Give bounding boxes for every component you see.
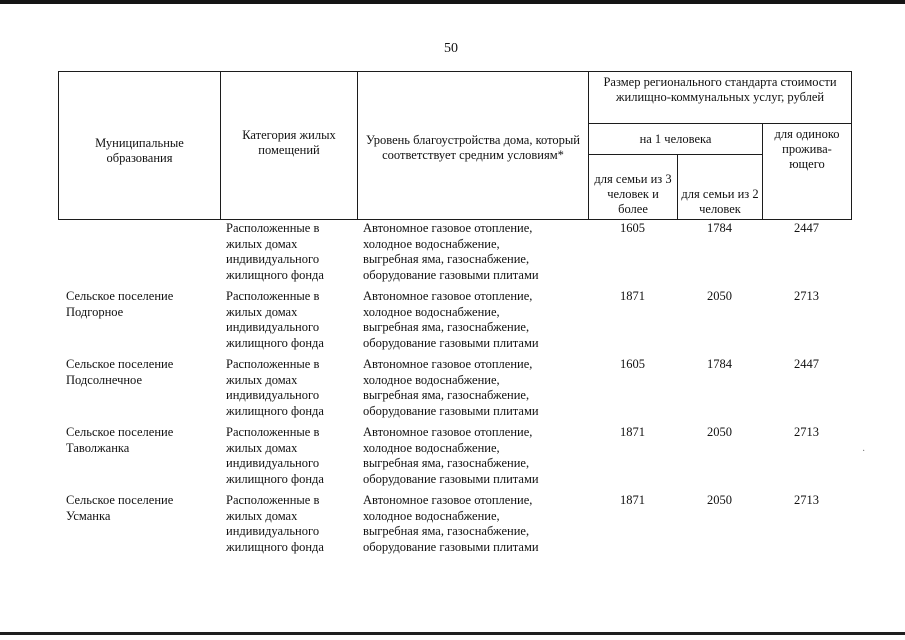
header-per-person: на 1 человека — [589, 124, 763, 155]
table-body — [58, 221, 851, 561]
cell-level: Автономное газовое отопление, холодное водоснабжение, выгребная яма, газоснабжение, оборудование газовыми плитами — [363, 221, 539, 282]
table-row — [58, 221, 851, 289]
table-header — [58, 71, 852, 220]
top-scan-border — [0, 0, 905, 4]
cell-level: Автономное газовое отопление, холодное водоснабжение, выгребная яма, газоснабжение, оборудование газовыми плитами — [363, 357, 539, 418]
header-family2: для семьи из 2 человек — [678, 155, 763, 220]
header-category: Категория жилых помещений — [221, 72, 358, 220]
cell-family2: 2050 — [707, 493, 732, 507]
cell-municipality — [58, 221, 220, 289]
bottom-scan-border — [0, 632, 905, 635]
cell-family3: 1871 — [620, 289, 645, 303]
table-row — [58, 289, 851, 357]
header-family3: для семьи из 3 человек и более — [589, 155, 678, 220]
cell-single: 2713 — [794, 493, 819, 507]
cell-category: Расположенные в жилых домах индивидуального жилищного фонда — [226, 289, 324, 350]
cell-family3: 1605 — [620, 221, 645, 235]
cell-single: 2713 — [794, 425, 819, 439]
cell-level: Автономное газовое отопление, холодное водоснабжение, выгребная яма, газоснабжение, оборудование газовыми плитами — [363, 493, 539, 554]
cell-family2: 2050 — [707, 289, 732, 303]
cell-category: Расположенные в жилых домах индивидуального жилищного фонда — [226, 425, 324, 486]
header-standard: Размер регионального стандарта стоимости жилищно-коммунальных услуг, рублей — [589, 72, 852, 124]
cell-family3: 1605 — [620, 357, 645, 371]
cell-single: 2447 — [794, 357, 819, 371]
table-row — [58, 425, 851, 493]
cell-municipality: Сельское поселение Подгорное — [66, 289, 174, 319]
scan-speck: · — [862, 446, 866, 457]
header-municipality: Муниципальные образования — [59, 72, 221, 220]
cell-family3: 1871 — [620, 425, 645, 439]
cell-level: Автономное газовое отопление, холодное водоснабжение, выгребная яма, газоснабжение, оборудование газовыми плитами — [363, 289, 539, 350]
header-level: Уровень благоустройства дома, который соответствует средним условиям* — [358, 72, 589, 220]
header-single: для одиноко прожива- ющего — [763, 124, 852, 220]
cell-category: Расположенные в жилых домах индивидуального жилищного фонда — [226, 493, 324, 554]
cell-category: Расположенные в жилых домах индивидуального жилищного фонда — [226, 357, 324, 418]
table-row — [58, 357, 851, 425]
cell-family2: 1784 — [707, 357, 732, 371]
cell-municipality: Сельское поселение Усманка — [66, 493, 174, 523]
cell-family2: 2050 — [707, 425, 732, 439]
cell-family2: 1784 — [707, 221, 732, 235]
cell-category: Расположенные в жилых домах индивидуального жилищного фонда — [226, 221, 324, 282]
cell-family3: 1871 — [620, 493, 645, 507]
page-number: 50 — [444, 41, 458, 56]
cell-municipality: Сельское поселение Таволжанка — [66, 425, 174, 455]
table-row — [58, 493, 851, 561]
cell-single: 2447 — [794, 221, 819, 235]
cell-single: 2713 — [794, 289, 819, 303]
cell-level: Автономное газовое отопление, холодное водоснабжение, выгребная яма, газоснабжение, оборудование газовыми плитами — [363, 425, 539, 486]
cell-municipality: Сельское поселение Подсолнечное — [66, 357, 174, 387]
